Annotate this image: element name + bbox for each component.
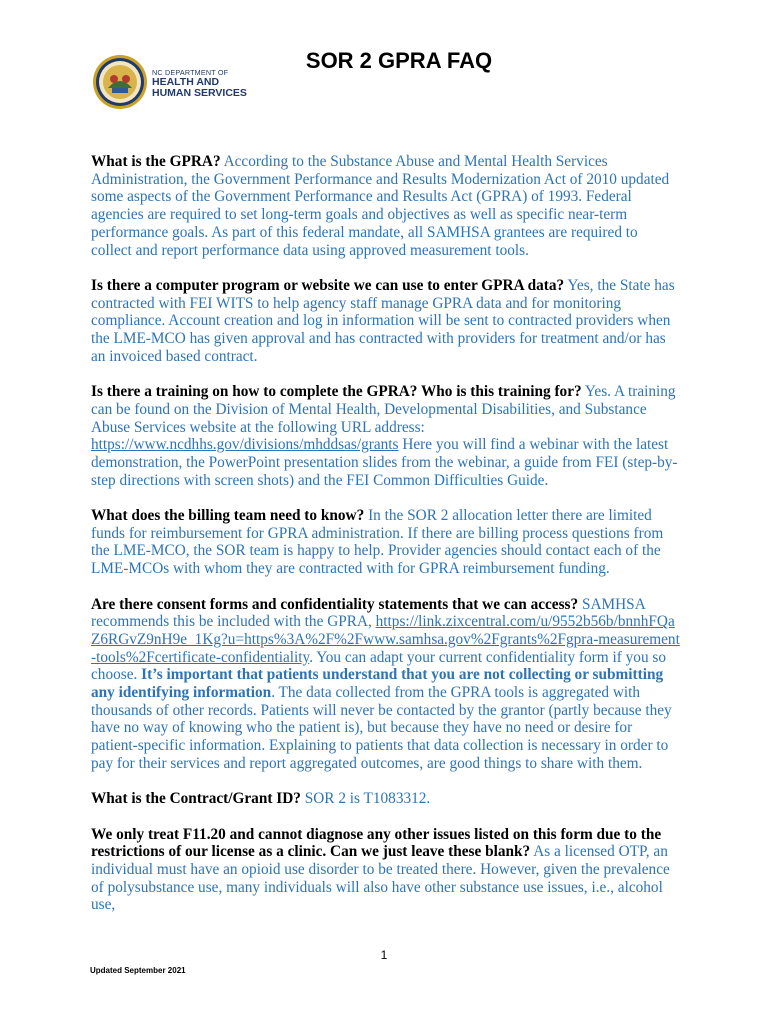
faq-question: What does the billing team need to know? bbox=[91, 507, 365, 525]
faq-question: Is there a computer program or website we can use to enter GPRA data? bbox=[91, 276, 565, 294]
confidentiality-link[interactable]: https://link.zixcentral.com/u/9552b56b/bnnhFQaZ6RGvZ9nH9e_1Kg?u=https%3A%2F%2Fwww.samhsa.gov%2Fgrants%2Fgpra-measurement-tools%2Fcertificate-confidentiality bbox=[91, 613, 680, 666]
faq-item bbox=[91, 277, 681, 366]
faq-item bbox=[91, 383, 681, 489]
faq-item bbox=[91, 507, 681, 578]
faq-question: What is the Contract/Grant ID? bbox=[91, 790, 301, 808]
faq-answer: In the SOR 2 allocation letter there are limited funds for reimbursement for GPRA administration. If there are billing process questions from the LME-MCO, the SOR team is happy to help. Provider agencies should contact each of the LME-MCOs with whom they are contracted with for GPRA reimbursement funding. bbox=[91, 507, 664, 578]
logo-text-line2: HEALTH AND bbox=[152, 76, 220, 88]
faq-answer: As a licensed OTP, an individual must have an opioid use disorder to be treated there. However, given the prevalence of polysubstance use, many individuals will also have other substance use issues, i.e., alcohol use, bbox=[91, 843, 670, 914]
page-number: 1 bbox=[380, 948, 388, 962]
faq-question: Is there a training on how to complete the GPRA? Who is this training for? bbox=[91, 383, 582, 401]
page-title: SOR 2 GPRA FAQ bbox=[305, 48, 493, 73]
logo-text-line1: NC DEPARTMENT OF bbox=[152, 68, 229, 77]
faq-answer: SOR 2 is T1083312. bbox=[304, 790, 431, 808]
faq-answer: SAMHSA recommends this be included with the GPRA, bbox=[91, 595, 645, 631]
updated-date: Updated September 2021 bbox=[90, 966, 186, 975]
faq-answer-continued: . You can adapt your current confidentiality form if you so choose. bbox=[91, 648, 667, 684]
faq-answer-continued: Here you will find a webinar with the latest demonstration, the PowerPoint presentation slides from the webinar, a guide from FEI (step-by-step directions with screen shots) and the FEI Common Difficulties Guide. bbox=[91, 436, 678, 489]
faq-content bbox=[91, 153, 681, 932]
faq-question: What is the GPRA? bbox=[91, 153, 221, 170]
faq-answer: Yes, the State has contracted with FEI WITS to help agency staff manage GPRA data and for monitoring compliance. Account creation and log in information will be sent to contracted providers when the LME-MCO has given approval and has contracted with providers for treatment and/or has an invoiced based contract. bbox=[91, 276, 675, 365]
faq-answer-continued: . The data collected from the GPRA tools is aggregated with thousands of other records. Patients will never be contacted by the grantor (partly because they have no way of knowing who the patient is), but because they have no need or desire for patient-specific information. Explaining to patients that data collection is necessary in order to pay for their services and report aggregated outcomes, are good things to share with them. bbox=[91, 684, 672, 772]
faq-answer: According to the Substance Abuse and Mental Health Services Administration, the Government Performance and Results Modernization Act of 2010 updated some aspects of the Government Performance and Results Act (GPRA) of 1993. Federal agencies are required to set long-term goals and objectives as well as specific near-term performance goals. As part of this federal mandate, all SAMHSA grantees are required to collect and report performance data using approved measurement tools. bbox=[91, 153, 670, 259]
faq-question: We only treat F11.20 and cannot diagnose any other issues listed on this form due to the restrictions of our license as a clinic. Can we just leave these blank? bbox=[91, 825, 662, 861]
faq-answer-emphasis: It’s important that patients understand that you are not collecting or submitting any identifying information bbox=[91, 666, 664, 702]
faq-item bbox=[91, 153, 681, 259]
faq-answer: Yes. A training can be found on the Division of Mental Health, Developmental Disabilities, and Substance Abuse Services website at the following URL address: bbox=[91, 383, 676, 436]
faq-question: Are there consent forms and confidentiality statements that we can access? bbox=[91, 595, 579, 613]
faq-item bbox=[91, 826, 681, 915]
faq-item bbox=[91, 596, 681, 773]
logo-text-line3: HUMAN SERVICES bbox=[152, 87, 247, 99]
grants-link[interactable]: https://www.ncdhhs.gov/divisions/mhddsas/grants bbox=[91, 436, 399, 454]
faq-item bbox=[91, 790, 681, 808]
